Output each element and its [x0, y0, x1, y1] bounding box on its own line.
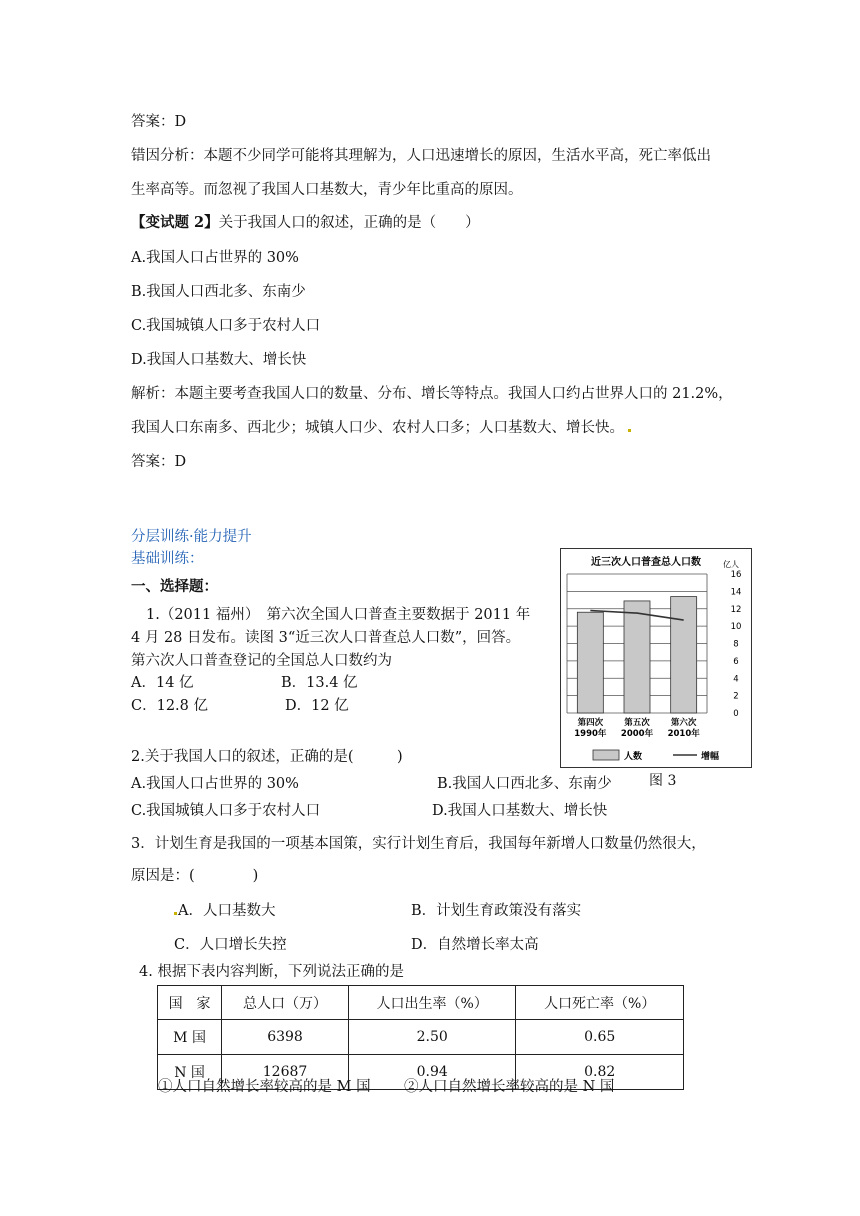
- q2-option-b: B.我国人口西北多、东南少: [437, 776, 612, 792]
- error-analysis-line-2: 生率高等。而忽视了我国人口基数大，青少年比重高的原因。: [131, 182, 523, 198]
- table-row: [158, 1020, 684, 1055]
- dot-marker-icon: [628, 429, 631, 432]
- q1-option-b: B．13.4 亿: [281, 675, 358, 691]
- option-a: A.我国人口占世界的 30%: [131, 250, 299, 266]
- bar: [671, 597, 697, 713]
- y-tick-label: 14: [730, 587, 742, 598]
- option-c: C.我国城镇人口多于农村人口: [131, 318, 321, 334]
- q3-option-a: [174, 901, 275, 921]
- choice-heading: 一、选择题：: [131, 578, 218, 595]
- legend-label: 增幅: [701, 752, 720, 762]
- y-tick-label: 6: [733, 656, 739, 667]
- table-cell: 0.82: [516, 1055, 684, 1090]
- table-header-cell: 国 家: [158, 986, 222, 1020]
- q4-statement-2: ②人口自然增长率较高的是 N 国: [404, 1079, 615, 1095]
- q3-option-a-text: A．人口基数大: [178, 903, 276, 919]
- table-cell: N 国: [158, 1055, 222, 1090]
- variant-text: 关于我国人口的叙述，正确的是（ ）: [218, 215, 480, 231]
- q3-option-b: B．计划生育政策没有落实: [411, 903, 582, 919]
- census-chart-svg: [561, 549, 751, 767]
- y-tick-label: 8: [733, 639, 739, 650]
- variant-bracket: 【变试题 2】: [131, 214, 219, 231]
- table-cell: 2.50: [348, 1020, 516, 1055]
- y-tick-label: 2: [733, 691, 739, 702]
- x-tick-label: 2010年: [667, 729, 700, 739]
- table-cell: M 国: [158, 1020, 222, 1055]
- answer-line: 答案：D: [131, 114, 187, 130]
- option-b: B.我国人口西北多、东南少: [131, 284, 306, 300]
- q3-line-1: 3．计划生育是我国的一项基本国策，实行计划生育后，我国每年新增人口数量仍然很大，: [131, 836, 706, 852]
- legend-swatch-bar: [593, 750, 619, 760]
- x-tick-label: 1990年: [574, 729, 607, 739]
- q1-line-3: 第六次人口普查登记的全国总人口数约为: [131, 653, 392, 669]
- q4-statement-1: ①人口自然增长率较高的是 M 国: [158, 1079, 371, 1095]
- q4-stem: 4. 根据下表内容判断，下列说法正确的是: [139, 964, 404, 980]
- option-d: D.我国人口基数大、增长快: [131, 352, 307, 368]
- table-cell: 0.94: [348, 1055, 516, 1090]
- census-chart: [560, 548, 752, 768]
- table-cell: 0.65: [516, 1020, 684, 1055]
- answer-line-2: 答案：D: [131, 454, 187, 470]
- q2-option-a: A.我国人口占世界的 30%: [131, 776, 299, 792]
- variant-question: [131, 213, 480, 233]
- y-tick-label: 12: [730, 604, 742, 615]
- y-axis-label: 亿人: [723, 560, 739, 569]
- q2-option-d: D.我国人口基数大、增长快: [432, 803, 608, 819]
- q1-line-2: 4 月 28 日发布。读图 3“近三次人口普查总人口数”，回答。: [131, 630, 521, 646]
- q3-line-2: 原因是：( ): [131, 868, 259, 884]
- analysis-line-2-text: 我国人口东南多、西北少；城镇人口少、农村人口多；人口基数大、增长快。: [131, 420, 624, 436]
- analysis-line-1: 解析：本题主要考查我国人口的数量、分布、增长等特点。我国人口约占世界人口的 21.2%，: [131, 386, 733, 402]
- dot-marker-icon: [174, 912, 177, 915]
- table-cell: 6398: [222, 1020, 349, 1055]
- population-table: [157, 985, 684, 1090]
- table-header-cell: 人口出生率（%）: [348, 986, 516, 1020]
- q3-option-d: D．自然增长率太高: [411, 937, 539, 953]
- table-header-row: [158, 986, 684, 1020]
- table-header-cell: 人口死亡率（%）: [516, 986, 684, 1020]
- table-header-cell: 总人口（万）: [222, 986, 349, 1020]
- y-tick-label: 16: [730, 570, 742, 580]
- x-tick-label: 第五次: [624, 718, 650, 728]
- bar: [624, 601, 650, 713]
- q1-option-a: A．14 亿: [131, 675, 194, 691]
- table-cell: 12687: [222, 1055, 349, 1090]
- q3-option-c: C．人口增长失控: [174, 937, 287, 953]
- x-tick-label: 2000年: [620, 729, 654, 739]
- y-tick-label: 10: [730, 622, 742, 633]
- q2-stem: 2.关于我国人口的叙述，正确的是( ): [131, 749, 403, 765]
- chart-title: 近三次人口普查总人口数: [591, 557, 701, 568]
- legend-label: 人数: [624, 752, 643, 762]
- y-tick-label: 4: [733, 674, 739, 685]
- bar: [577, 612, 603, 713]
- q2-option-c: C.我国城镇人口多于农村人口: [131, 803, 321, 819]
- q1-option-d: D．12 亿: [285, 698, 349, 714]
- q1-line-1: 1.（2011 福州） 第六次全国人口普查主要数据于 2011 年: [146, 607, 531, 623]
- y-tick-label: 0: [733, 709, 739, 719]
- section-title: 分层训练·能力提升: [131, 529, 252, 545]
- x-tick-label: 第四次: [577, 718, 604, 728]
- analysis-line-2: [131, 418, 631, 438]
- x-tick-label: 第六次: [670, 718, 697, 728]
- error-analysis-line-1: 错因分析：本题不少同学可能将其理解为，人口迅速增长的原因，生活水平高，死亡率低出: [131, 148, 711, 164]
- basic-training-heading: 基础训练：: [131, 551, 204, 567]
- figure-label: 图 3: [649, 773, 677, 789]
- q1-option-c: C．12.8 亿: [131, 698, 208, 714]
